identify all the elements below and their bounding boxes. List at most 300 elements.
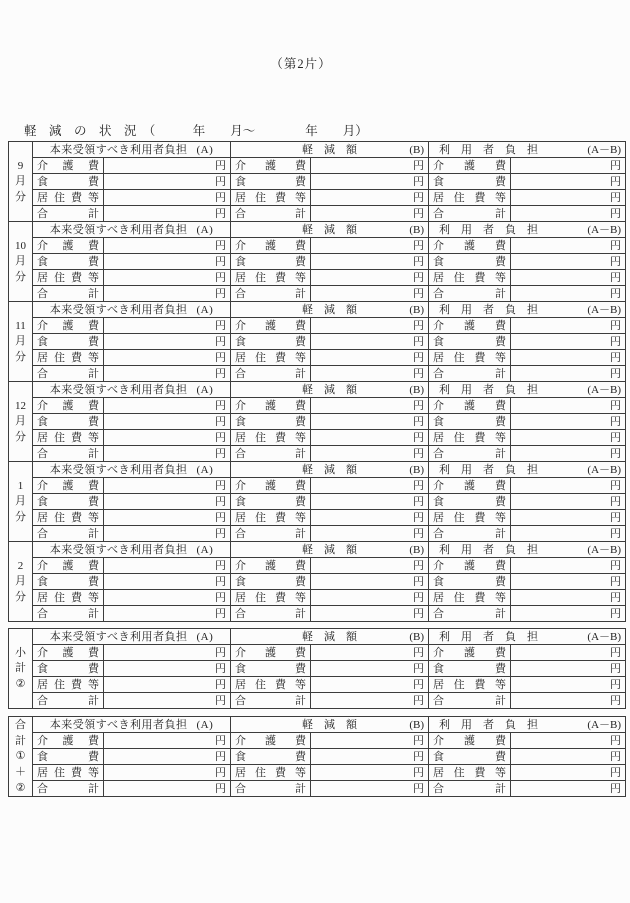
row-label-char: 費 <box>495 175 506 188</box>
amount-field[interactable] <box>511 286 626 302</box>
row-label-char: 合 <box>37 694 48 707</box>
amount-field[interactable] <box>511 430 626 446</box>
amount-field[interactable] <box>311 661 429 677</box>
amount-field[interactable] <box>104 526 231 542</box>
amount-field[interactable] <box>104 590 231 606</box>
amount-field[interactable] <box>311 270 429 286</box>
amount-field[interactable] <box>311 494 429 510</box>
amount-field[interactable] <box>104 206 231 222</box>
row-label <box>231 190 311 206</box>
amount-field[interactable] <box>511 174 626 190</box>
row-label-char: 合 <box>235 287 246 300</box>
row-label-text <box>429 558 510 573</box>
amount-field[interactable] <box>104 661 231 677</box>
row-label-char: 費 <box>474 271 486 284</box>
section-header-0-total-1-plus-2 <box>33 717 231 733</box>
row-label-char: 居 <box>37 271 48 284</box>
row-label-char: 費 <box>275 766 286 779</box>
row-label-char: 食 <box>37 575 48 588</box>
row-label-char: 費 <box>495 255 506 268</box>
row-label <box>429 590 511 606</box>
row-label <box>33 478 104 494</box>
amount-field[interactable] <box>311 677 429 693</box>
row-label-text <box>33 158 103 173</box>
section-header-1-month-10 <box>231 222 429 238</box>
row-label-char: 等 <box>295 351 306 364</box>
row-label-text <box>33 174 103 189</box>
amount-field[interactable] <box>511 733 626 749</box>
amount-field[interactable] <box>511 574 626 590</box>
row-label <box>33 430 104 446</box>
amount-field[interactable] <box>311 366 429 382</box>
row-label-char: 居 <box>433 191 444 204</box>
row-label-text <box>33 318 103 333</box>
unit-label: 円 <box>413 734 424 747</box>
amount-field[interactable] <box>104 606 231 622</box>
row-label-text <box>429 765 510 780</box>
unit-label: 円 <box>215 559 226 572</box>
section-header-2-month-11 <box>429 302 626 318</box>
unit-label: 円 <box>610 750 622 763</box>
row-label-text <box>429 645 510 660</box>
amount-field[interactable] <box>511 366 626 382</box>
unit-label: 円 <box>413 591 424 604</box>
unit-label: 円 <box>610 646 622 659</box>
amount-field[interactable] <box>311 645 429 661</box>
row-label-char: 住 <box>54 766 65 779</box>
amount-field[interactable] <box>511 590 626 606</box>
row-label-char: 費 <box>88 662 99 675</box>
amount-field[interactable] <box>311 606 429 622</box>
amount-field[interactable] <box>311 398 429 414</box>
amount-field[interactable] <box>311 158 429 174</box>
section-header-code: (A) <box>196 383 214 396</box>
amount-field[interactable] <box>311 446 429 462</box>
row-label <box>33 781 104 797</box>
period-char: 合 <box>15 718 26 731</box>
amount-field[interactable] <box>511 414 626 430</box>
row-label-char: 居 <box>37 191 48 204</box>
section-header-wrap <box>33 142 230 157</box>
row-label-char: 計 <box>495 367 506 380</box>
unit-label: 円 <box>215 191 226 204</box>
row-label-text <box>429 334 510 349</box>
row-label-char: 住 <box>54 191 65 204</box>
amount-field[interactable] <box>311 693 429 709</box>
row-label-char: 住 <box>453 678 465 691</box>
unit-label: 円 <box>610 191 622 204</box>
amount-field[interactable] <box>511 494 626 510</box>
row-label-char: 居 <box>433 511 444 524</box>
row-label-char: 護 <box>464 319 475 332</box>
row-label-char: 等 <box>295 431 306 444</box>
amount-field[interactable] <box>311 430 429 446</box>
amount-field[interactable] <box>311 749 429 765</box>
amount-field[interactable] <box>511 334 626 350</box>
amount-field[interactable] <box>511 478 626 494</box>
unit-label: 円 <box>215 175 226 188</box>
amount-field[interactable] <box>311 254 429 270</box>
amount-field[interactable] <box>311 478 429 494</box>
row-label-char: 計 <box>295 607 306 620</box>
section-header-label: 軽 減 額 <box>302 630 357 643</box>
row-label <box>33 414 104 430</box>
amount-field[interactable] <box>511 238 626 254</box>
amount-field[interactable] <box>104 749 231 765</box>
row-label <box>429 781 511 797</box>
row-label-char: 費 <box>295 495 306 508</box>
amount-field[interactable] <box>104 158 231 174</box>
amount-field[interactable] <box>104 350 231 366</box>
row-label-char: 合 <box>37 782 48 795</box>
row-label <box>33 286 104 302</box>
section-header-label: 本来受領すべき利用者負担 <box>49 223 188 236</box>
amount-field[interactable] <box>104 318 231 334</box>
amount-field[interactable] <box>511 510 626 526</box>
amount-field[interactable] <box>511 350 626 366</box>
row-label-char: 計 <box>88 694 99 707</box>
amount-field[interactable] <box>104 366 231 382</box>
section-header-label: 利 用 者 負 担 <box>439 223 538 236</box>
unit-label: 円 <box>215 646 226 659</box>
unit-label: 円 <box>413 750 424 763</box>
row-label <box>429 350 511 366</box>
amount-field[interactable] <box>311 238 429 254</box>
table-grand-total <box>8 716 626 797</box>
amount-field[interactable] <box>104 398 231 414</box>
amount-field[interactable] <box>311 733 429 749</box>
amount-field[interactable] <box>104 254 231 270</box>
row-label-text <box>231 190 310 205</box>
row-label-char: 費 <box>295 399 306 412</box>
amount-field[interactable] <box>104 574 231 590</box>
amount-field[interactable] <box>104 765 231 781</box>
amount-field[interactable] <box>511 693 626 709</box>
amount-field[interactable] <box>511 677 626 693</box>
row-label-text <box>429 254 510 269</box>
row-label-char: 費 <box>495 750 506 763</box>
row-label-char: 合 <box>433 607 444 620</box>
amount-field[interactable] <box>511 749 626 765</box>
period-char <box>9 222 32 238</box>
row-label-text <box>231 574 310 589</box>
section-header-wrap <box>231 142 428 157</box>
amount-field[interactable] <box>104 693 231 709</box>
row-label-text <box>33 190 103 205</box>
row-label-text <box>33 430 103 445</box>
row-label-char: 等 <box>494 511 506 524</box>
row-label-char: 費 <box>71 591 82 604</box>
row-label-text <box>33 590 103 605</box>
period-char <box>9 542 32 558</box>
row-label-text <box>231 270 310 285</box>
amount-field[interactable] <box>511 206 626 222</box>
section-header-2-total-1-plus-2 <box>429 717 626 733</box>
unit-label: 円 <box>610 607 622 620</box>
amount-field[interactable] <box>511 254 626 270</box>
amount-field[interactable] <box>511 765 626 781</box>
section-header-code: (A－B) <box>587 463 622 476</box>
period-char: 分 <box>15 591 26 604</box>
row-label <box>231 765 311 781</box>
section-header-wrap <box>231 302 428 317</box>
row-label-char: 費 <box>295 159 306 172</box>
row-label-char: 費 <box>474 431 486 444</box>
amount-field[interactable] <box>104 430 231 446</box>
amount-field[interactable] <box>511 606 626 622</box>
amount-field[interactable] <box>104 478 231 494</box>
amount-field[interactable] <box>311 334 429 350</box>
row-label-char: 等 <box>295 766 306 779</box>
row-label-text <box>231 254 310 269</box>
row-label-char: 食 <box>433 750 444 763</box>
period-char <box>9 382 32 398</box>
row-label-char: 費 <box>71 191 82 204</box>
unit-label: 円 <box>413 607 424 620</box>
row-label-text <box>429 366 510 381</box>
section-header-2-subtotal-2 <box>429 629 626 645</box>
section-header-code: (B) <box>409 223 424 236</box>
row-label-text <box>33 446 103 461</box>
amount-field[interactable] <box>104 645 231 661</box>
section-header-code: (B) <box>409 718 424 731</box>
section-header-code: (A) <box>196 630 214 643</box>
row-label-char: 合 <box>37 607 48 620</box>
row-label-char: 居 <box>37 766 48 779</box>
amount-field[interactable] <box>511 526 626 542</box>
section-header-wrap <box>231 462 428 477</box>
row-label-char: 合 <box>433 367 444 380</box>
row-label-char: 計 <box>495 207 506 220</box>
row-label-char: 食 <box>235 255 246 268</box>
section-header-code: (B) <box>409 630 424 643</box>
amount-field[interactable] <box>104 190 231 206</box>
row-label-char: 計 <box>295 447 306 460</box>
amount-field[interactable] <box>311 558 429 574</box>
row-label-char: 費 <box>295 239 306 252</box>
amount-field[interactable] <box>104 781 231 797</box>
row-label-char: 食 <box>37 750 48 763</box>
row-label-char: 合 <box>235 527 246 540</box>
amount-field[interactable] <box>511 318 626 334</box>
period-char: 分 <box>15 511 26 524</box>
amount-field[interactable] <box>311 174 429 190</box>
row-label-char: 護 <box>62 239 74 252</box>
row-label-char: 等 <box>494 351 506 364</box>
row-label-text <box>429 781 510 796</box>
row-label <box>33 765 104 781</box>
row-label <box>33 398 104 414</box>
section-header-wrap <box>33 462 230 477</box>
row-label-char: 等 <box>494 191 506 204</box>
row-label-char: 食 <box>235 415 246 428</box>
section-header-label: 本来受領すべき利用者負担 <box>49 383 188 396</box>
row-label <box>231 510 311 526</box>
amount-field[interactable] <box>104 174 231 190</box>
row-label-char: 介 <box>433 734 444 747</box>
row-label-char: 費 <box>88 239 99 252</box>
amount-field[interactable] <box>311 590 429 606</box>
row-label <box>231 334 311 350</box>
amount-field[interactable] <box>311 414 429 430</box>
row-label-text <box>33 494 103 509</box>
row-label-char: 介 <box>433 559 444 572</box>
amount-field[interactable] <box>104 334 231 350</box>
row-label <box>429 190 511 206</box>
row-label-char: 食 <box>433 662 444 675</box>
row-label-char: 等 <box>88 351 99 364</box>
row-label-char: 護 <box>464 159 475 172</box>
amount-field[interactable] <box>104 446 231 462</box>
amount-field[interactable] <box>511 645 626 661</box>
amount-field[interactable] <box>511 190 626 206</box>
row-label-text <box>429 661 510 676</box>
amount-field[interactable] <box>311 318 429 334</box>
row-label <box>231 414 311 430</box>
row-label-char: 費 <box>295 734 306 747</box>
amount-field[interactable] <box>311 781 429 797</box>
row-label <box>429 286 511 302</box>
row-label <box>231 398 311 414</box>
row-label <box>429 574 511 590</box>
table-subtotal <box>8 628 626 709</box>
unit-label: 円 <box>413 159 424 172</box>
row-label-char: 等 <box>494 431 506 444</box>
unit-label: 円 <box>610 367 622 380</box>
row-label <box>429 478 511 494</box>
row-label-char: 費 <box>295 175 306 188</box>
row-label-char: 費 <box>495 239 506 252</box>
amount-field[interactable] <box>311 510 429 526</box>
row-label <box>429 270 511 286</box>
row-label <box>33 174 104 190</box>
amount-field[interactable] <box>104 494 231 510</box>
row-label-char: 計 <box>88 207 99 220</box>
amount-field[interactable] <box>311 206 429 222</box>
row-label-char: 住 <box>453 191 465 204</box>
row-label-char: 費 <box>295 575 306 588</box>
row-label-char: 介 <box>235 399 246 412</box>
amount-field[interactable] <box>511 446 626 462</box>
unit-label: 円 <box>413 175 424 188</box>
row-label-char: 合 <box>433 527 444 540</box>
amount-field[interactable] <box>311 286 429 302</box>
row-label-char: 費 <box>275 591 286 604</box>
amount-field[interactable] <box>311 574 429 590</box>
amount-field[interactable] <box>104 558 231 574</box>
unit-label: 円 <box>610 415 622 428</box>
row-label-text <box>231 677 310 692</box>
period-char: 分 <box>15 271 26 284</box>
amount-field[interactable] <box>104 733 231 749</box>
amount-field[interactable] <box>511 158 626 174</box>
amount-field[interactable] <box>511 661 626 677</box>
unit-label: 円 <box>610 287 622 300</box>
period-char <box>9 462 32 478</box>
row-label-text <box>33 645 103 660</box>
amount-field[interactable] <box>511 781 626 797</box>
amount-field[interactable] <box>104 238 231 254</box>
row-label <box>33 366 104 382</box>
row-label <box>231 494 311 510</box>
row-label-char: 食 <box>235 575 246 588</box>
unit-label: 円 <box>215 678 226 691</box>
row-label-char: 合 <box>235 367 246 380</box>
amount-field[interactable] <box>511 270 626 286</box>
row-label-char: 費 <box>295 319 306 332</box>
unit-label: 円 <box>413 694 424 707</box>
row-label-text <box>429 749 510 764</box>
row-label <box>429 693 511 709</box>
section-header-wrap <box>429 542 625 557</box>
section-header-wrap <box>33 382 230 397</box>
unit-label: 円 <box>215 415 226 428</box>
period-char: 計 <box>15 662 26 675</box>
row-label-text <box>33 526 103 541</box>
period-label-month-12 <box>9 382 33 462</box>
unit-label: 円 <box>215 271 226 284</box>
row-label-char: 費 <box>295 335 306 348</box>
amount-field[interactable] <box>311 765 429 781</box>
row-label-char: 介 <box>433 159 444 172</box>
row-label <box>33 677 104 693</box>
amount-field[interactable] <box>104 286 231 302</box>
section-header-code: (A－B) <box>587 383 622 396</box>
section-header-0-month-9 <box>33 142 231 158</box>
row-label-char: 費 <box>71 766 82 779</box>
row-label <box>33 558 104 574</box>
amount-field[interactable] <box>511 398 626 414</box>
row-label-text <box>33 286 103 301</box>
row-label-char: 合 <box>433 694 444 707</box>
section-header-2-month-9 <box>429 142 626 158</box>
row-label-text <box>231 645 310 660</box>
amount-field[interactable] <box>311 526 429 542</box>
row-label <box>429 158 511 174</box>
row-label-char: 合 <box>235 694 246 707</box>
amount-field[interactable] <box>104 510 231 526</box>
row-label-char: 居 <box>235 271 246 284</box>
unit-label: 円 <box>215 750 226 763</box>
amount-field[interactable] <box>104 270 231 286</box>
row-label-char: 住 <box>453 351 465 364</box>
amount-field[interactable] <box>104 414 231 430</box>
row-label-char: 費 <box>88 575 99 588</box>
amount-field[interactable] <box>511 558 626 574</box>
section-header-wrap <box>429 302 625 317</box>
row-label-char: 護 <box>464 734 475 747</box>
section-header-wrap <box>231 629 428 644</box>
amount-field[interactable] <box>104 677 231 693</box>
period-char: 計 <box>15 734 26 747</box>
amount-field[interactable] <box>311 350 429 366</box>
row-label-char: 住 <box>255 191 266 204</box>
unit-label: 円 <box>215 766 226 779</box>
row-label <box>231 350 311 366</box>
row-label-char: 介 <box>235 646 246 659</box>
unit-label: 円 <box>215 511 226 524</box>
amount-field[interactable] <box>311 190 429 206</box>
row-label-char: 住 <box>255 271 266 284</box>
row-label-text <box>429 677 510 692</box>
row-label-char: 居 <box>433 591 444 604</box>
period-char: 月 <box>15 575 26 588</box>
row-label-char: 合 <box>37 367 48 380</box>
row-label <box>231 478 311 494</box>
row-label <box>231 366 311 382</box>
unit-label: 円 <box>610 527 622 540</box>
row-label-text <box>33 478 103 493</box>
